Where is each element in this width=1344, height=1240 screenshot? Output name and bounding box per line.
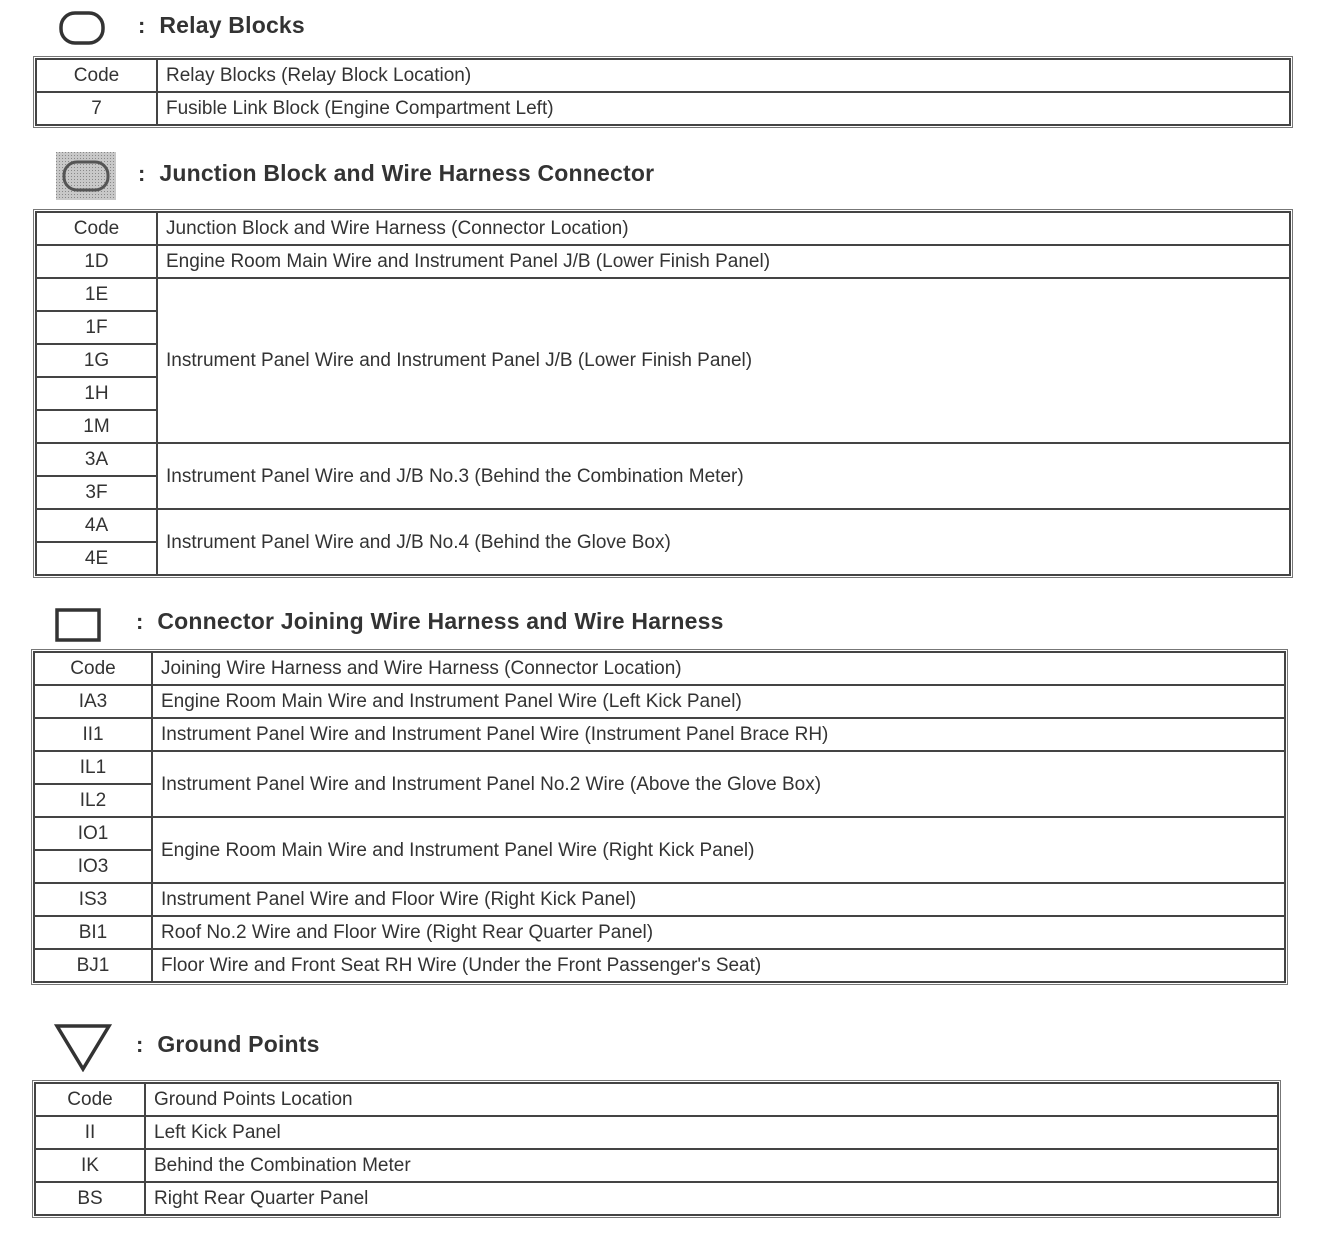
code-header: Code [34, 652, 152, 685]
table-row [36, 92, 1290, 125]
desc-cell: Engine Room Main Wire and Instrument Panel Wire (Left Kick Panel) [152, 685, 1285, 718]
table-row [36, 278, 1290, 311]
desc-cell: Instrument Panel Wire and Instrument Panel No.2 Wire (Above the Glove Box) [152, 751, 1285, 817]
table-header-row [35, 1083, 1278, 1116]
code-cell: 3F [36, 476, 157, 509]
section-heading-relay [138, 12, 305, 39]
section-title: Junction Block and Wire Harness Connector [159, 160, 655, 186]
relay-table [35, 58, 1291, 126]
table-header-row [36, 212, 1290, 245]
table-header-row [36, 59, 1290, 92]
code-cell: 4A [36, 509, 157, 542]
heading-colon: : [136, 608, 144, 634]
code-cell: 1M [36, 410, 157, 443]
heading-colon: : [138, 12, 146, 38]
desc-cell: Instrument Panel Wire and Floor Wire (Right Kick Panel) [152, 883, 1285, 916]
section-title: Ground Points [157, 1031, 320, 1057]
rounded-oval-icon [58, 10, 106, 46]
heading-colon: : [138, 160, 146, 186]
desc-header: Junction Block and Wire Harness (Connector Location) [157, 212, 1290, 245]
shaded-oval-icon [56, 152, 116, 200]
table-row [34, 751, 1285, 784]
table-row [34, 916, 1285, 949]
code-header: Code [36, 59, 157, 92]
code-cell: 1H [36, 377, 157, 410]
junction-table [35, 211, 1291, 576]
code-cell: 4E [36, 542, 157, 575]
code-cell: IA3 [34, 685, 152, 718]
desc-cell: Floor Wire and Front Seat RH Wire (Under the Front Passenger's Seat) [152, 949, 1285, 982]
code-cell: II1 [34, 718, 152, 751]
table-row [35, 1116, 1278, 1149]
desc-cell: Left Kick Panel [145, 1116, 1278, 1149]
desc-cell: Engine Room Main Wire and Instrument Panel Wire (Right Kick Panel) [152, 817, 1285, 883]
table-row [35, 1149, 1278, 1182]
table-row [35, 1182, 1278, 1215]
desc-header: Joining Wire Harness and Wire Harness (Connector Location) [152, 652, 1285, 685]
code-header: Code [35, 1083, 145, 1116]
joining-table [33, 651, 1286, 983]
desc-cell: Instrument Panel Wire and J/B No.3 (Behind the Combination Meter) [157, 443, 1290, 509]
desc-cell: Fusible Link Block (Engine Compartment Left) [157, 92, 1290, 125]
section-heading-joining [136, 608, 724, 635]
ground-table [34, 1082, 1279, 1216]
desc-header: Ground Points Location [145, 1083, 1278, 1116]
code-cell: 1F [36, 311, 157, 344]
code-cell: IO3 [34, 850, 152, 883]
code-header: Code [36, 212, 157, 245]
table-header-row [34, 652, 1285, 685]
code-cell: BI1 [34, 916, 152, 949]
table-row [34, 949, 1285, 982]
code-cell: 1G [36, 344, 157, 377]
section-title: Relay Blocks [159, 12, 305, 38]
desc-header: Relay Blocks (Relay Block Location) [157, 59, 1290, 92]
heading-colon: : [136, 1031, 144, 1057]
desc-cell: Behind the Combination Meter [145, 1149, 1278, 1182]
desc-cell: Instrument Panel Wire and Instrument Panel J/B (Lower Finish Panel) [157, 278, 1290, 443]
code-cell: 7 [36, 92, 157, 125]
code-cell: IL1 [34, 751, 152, 784]
table-row [34, 883, 1285, 916]
desc-cell: Engine Room Main Wire and Instrument Panel J/B (Lower Finish Panel) [157, 245, 1290, 278]
code-cell: IO1 [34, 817, 152, 850]
table-row [36, 443, 1290, 476]
desc-cell: Instrument Panel Wire and J/B No.4 (Behind the Glove Box) [157, 509, 1290, 575]
desc-cell: Roof No.2 Wire and Floor Wire (Right Rear Quarter Panel) [152, 916, 1285, 949]
section-heading-junction [138, 160, 654, 187]
code-cell: IS3 [34, 883, 152, 916]
table-row [36, 245, 1290, 278]
code-cell: 3A [36, 443, 157, 476]
code-cell: BS [35, 1182, 145, 1215]
triangle-icon [54, 1022, 112, 1072]
section-title: Connector Joining Wire Harness and Wire Harness [157, 608, 724, 634]
table-row [34, 718, 1285, 751]
table-row [34, 685, 1285, 718]
code-cell: IL2 [34, 784, 152, 817]
desc-cell: Instrument Panel Wire and Instrument Panel Wire (Instrument Panel Brace RH) [152, 718, 1285, 751]
code-cell: BJ1 [34, 949, 152, 982]
square-icon [55, 608, 101, 642]
code-cell: IK [35, 1149, 145, 1182]
table-row [36, 509, 1290, 542]
section-heading-ground [136, 1031, 320, 1058]
code-cell: 1E [36, 278, 157, 311]
code-cell: II [35, 1116, 145, 1149]
code-cell: 1D [36, 245, 157, 278]
desc-cell: Right Rear Quarter Panel [145, 1182, 1278, 1215]
table-row [34, 817, 1285, 850]
